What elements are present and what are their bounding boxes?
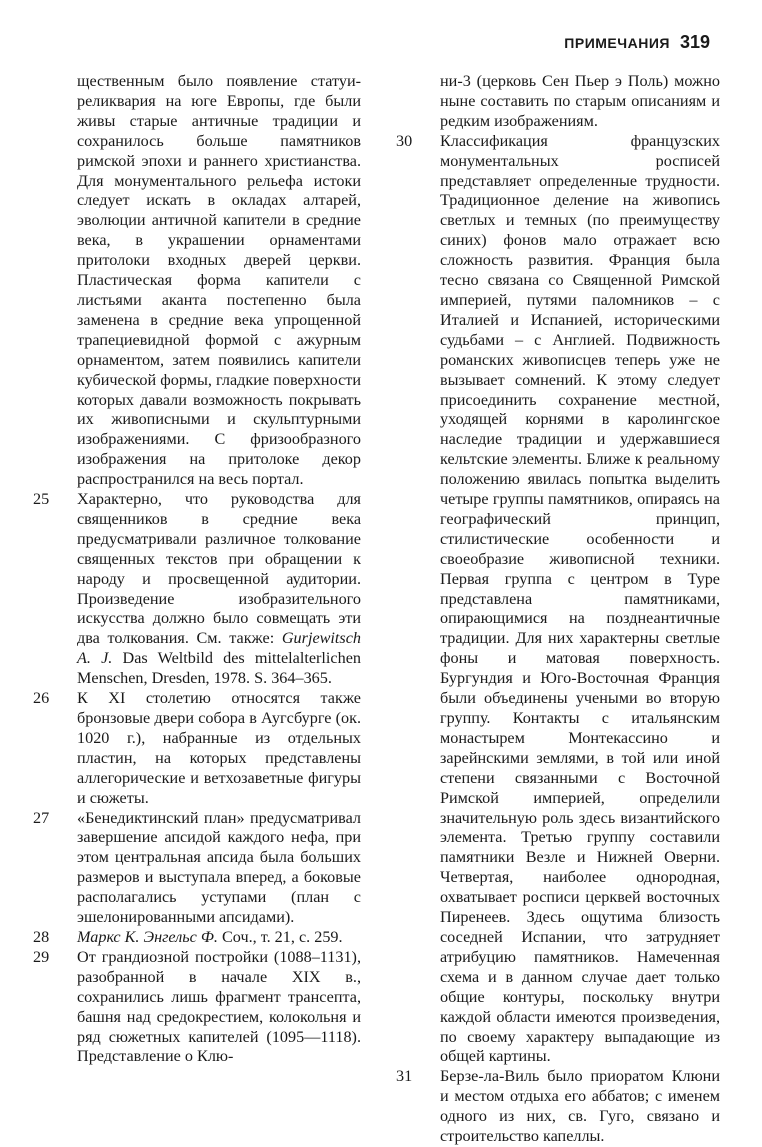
author-name: Маркс К. Энгельс Ф. — [77, 927, 218, 946]
right-column — [396, 72, 720, 1147]
note-continuation: щественным было появление статуи-реликвария на юге Европы, где были живы старые античные традиции и сохранилось больше памятников римской эпохи и раннего христианства. Для монументального рельефа истоки следует искать в окладах алтарей, эволюции античной капители в средние века, в украшении орнаментами притолоки входных дверей церкви. Пластическая форма капители с листьями аканта постепенно была заменена в средние века упрощенной трапециевидной формой с ажурным орнаментом, затем появились капители кубической формы, гладкие поверхности которых давали возможность покрывать их живописными и скульптурными изображениями. С фризообразного изображения на притолоке декор распространился на весь портал. — [77, 72, 361, 489]
note-number: 30 — [396, 131, 413, 150]
note-text: Классификация французских монументальных росписей представляет определенные трудности. Традиционное деление на живопись светлых и темных (по преимуществу синих) фонов мало отражает всю сложность развития. Франция была тесно связана со Священной Римской империей, путями паломников – с Италией и Испанией, историческими судьбами – с Англией. Подвижность романских живописцев теперь уже не вызывает сомнений. К этому следует присоединить сохранение местной, уходящей корнями в каролингское наследие традиции и удержавшиеся кельтские элементы. Ближе к реальному положению явилась попытка выделить четыре группы памятников, опираясь на географический принцип, стилистические особенности и своеобразие живописной техники. Первая группа с центром в Туре представлена памятниками, опирающимися на позднеантичные традиции. Для них характерны светлые фоны и матовая поверхность. Бургундия и Юго-Восточная Франция были объединены учеными во вторую группу. Контакты с итальянским монастырем Монтекассино и зарейнскими землями, в той или иной степени связанными с Восточной Римской империей, определили значительную роль здесь византийского элемента. Третью группу составили памятники Везле и Нижней Оверни. Четвертая, наиболее однородная, охватывает росписи церквей восточных Пиренеев. Здесь ощутима близость соседней Испании, что затрудняет атрибуцию памятников. Намеченная схема и в данном случае дает только общие контуры, поскольку внутри каждой области имеются произведения, по своему характеру выпадающие из общей картины. — [440, 131, 720, 1066]
endnote-26 — [33, 689, 361, 808]
note-text: К XI столетию относятся также бронзовые двери собора в Аугсбурге (ок. 1020 г.), набранные из отдельных пластин, на которых представлены аллегорические и ветхозаветные фигуры и сюжеты. — [77, 689, 361, 807]
left-column — [33, 72, 361, 1067]
author-name: Gurjewitsch A. J. — [77, 629, 361, 668]
note-number: 25 — [33, 490, 50, 509]
note-text: «Бенедиктинский план» предусматривал завершение апсидой каждого нефа, при этом центральная апсида была больших размеров и выступала вперед, а боковые располагались уступами (план с эшелонированными апсидами). — [77, 808, 361, 927]
endnote-30 — [396, 132, 720, 1068]
note-number: 29 — [33, 947, 50, 966]
note-continuation: ни-3 (церковь Сен Пьер э Поль) можно ныне составить по старым описаниям и редким изображениям. — [440, 72, 720, 130]
note-number: 28 — [33, 927, 50, 946]
endnote-29 — [33, 948, 361, 1067]
note-text: Das Weltbild des mittelalterlichen Menschen, Dresden, 1978. S. 364–365. — [77, 649, 361, 688]
running-title: ПРИМЕЧАНИЯ — [564, 35, 670, 51]
page-number: 319 — [679, 32, 710, 52]
running-header — [564, 32, 710, 53]
note-text: Характерно, что руководства для священников в средние века предусматривали различное толкование священных текстов при обращении к народу и просвещенной аудитории. Произведение изобразительного искусства должно было совмещать эти два толкования. См. также: — [77, 490, 361, 648]
note-number: 27 — [33, 808, 50, 827]
endnote-27 — [33, 809, 361, 928]
note-number: 31 — [396, 1067, 413, 1086]
endnote-28 — [33, 928, 361, 948]
note-text: Берзе-ла-Виль было приоратом Клюни и местом отдыха его аббатов; с именем одного из них, св. Гуго, связано и строительство капеллы. — [440, 1067, 720, 1146]
note-text: Соч., т. 21, с. 259. — [217, 927, 343, 946]
endnote-31 — [396, 1067, 720, 1147]
note-text: От грандиозной постройки (1088–1131), разобранной в начале XIX в., сохранились лишь фрагмент трансепта, башня над средокрестием, колокольня и ряд сюжетных капителей (1095—1118). Представление о Клю- — [77, 947, 361, 1066]
endnote-25 — [33, 490, 361, 689]
note-number: 26 — [33, 689, 50, 708]
